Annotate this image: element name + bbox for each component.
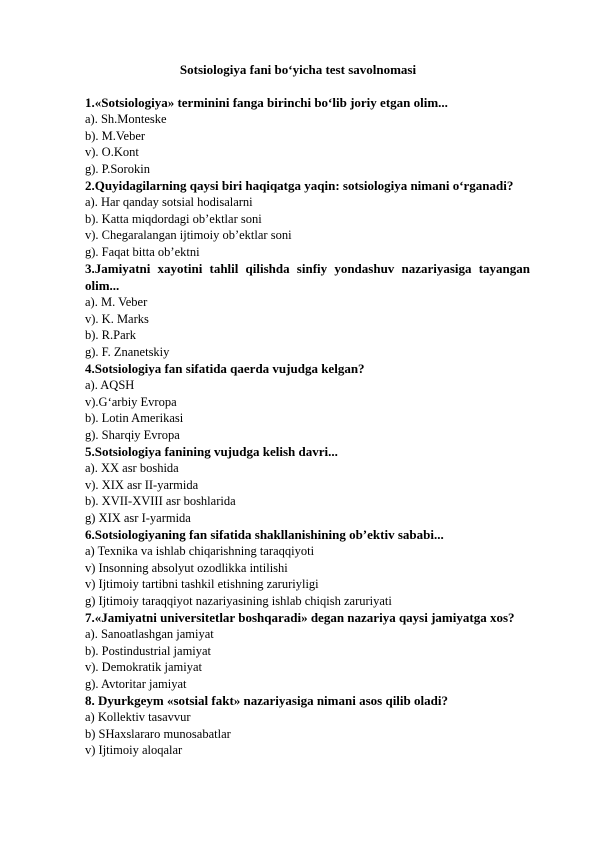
question-3 bbox=[85, 260, 530, 360]
question-1 bbox=[85, 94, 530, 177]
question-text: 7.«Jamiyatni universitetlar boshqaradi» degan nazariya qaysi jamiyatga xos? bbox=[85, 610, 515, 625]
answer-option: a). Sh.Monteske bbox=[85, 112, 167, 126]
answer-option: g). Sharqiy Evropa bbox=[85, 427, 180, 442]
answer-option: g) XIX asr I-yarmida bbox=[85, 510, 191, 525]
answer-option: a). Har qanday sotsial hodisalarni bbox=[85, 195, 253, 209]
answer-option: b). R.Park bbox=[85, 328, 137, 342]
question-text: 1.«Sotsiologiya» terminini fanga birinchi bo‘lib joriy etgan olim... bbox=[85, 95, 448, 110]
document-title: Sotsiologiya fani bo‘yicha test savolnomasi bbox=[179, 62, 417, 77]
answer-option: g). Faqat bitta ob’ektni bbox=[85, 244, 200, 259]
answer-option: v). Demokratik jamiyat bbox=[85, 660, 202, 674]
answer-option: g). P.Sorokin bbox=[85, 161, 150, 176]
question-8 bbox=[85, 692, 530, 759]
question-text: 2.Quyidagilarning qaysi biri haqiqatga yaqin: sotsiologiya nimani o‘rganadi? bbox=[85, 178, 514, 193]
answer-option: b). XVII-XVIII asr boshlarida bbox=[85, 494, 236, 508]
answer-option: v) Ijtimoiy aloqalar bbox=[85, 743, 183, 757]
answer-option: a). Sanoatlashgan jamiyat bbox=[85, 627, 214, 641]
answer-option: g). Avtoritar jamiyat bbox=[85, 676, 187, 691]
question-6 bbox=[85, 526, 530, 609]
answer-option: v).G‘arbiy Evropa bbox=[85, 394, 177, 409]
answer-option: v). O.Kont bbox=[85, 145, 139, 159]
answer-option: b). M.Veber bbox=[85, 128, 146, 143]
answer-option: b). Katta miqdordagi ob’ektlar soni bbox=[85, 211, 262, 226]
answer-option: a). XX asr boshida bbox=[85, 461, 179, 475]
answer-option: a) Texnika va ishlab chiqarishning taraqqiyoti bbox=[85, 544, 315, 558]
answer-option: b). Postindustrial jamiyat bbox=[85, 643, 212, 658]
answer-option: a). M. Veber bbox=[85, 295, 148, 309]
answer-option: a). AQSH bbox=[85, 378, 135, 392]
answer-option: g). F. Znanetskiy bbox=[85, 344, 170, 359]
question-4 bbox=[85, 360, 530, 443]
question-2 bbox=[85, 177, 530, 260]
question-text: 6.Sotsiologiyaning fan sifatida shakllanishining ob’ektiv sababi... bbox=[85, 527, 444, 542]
question-5 bbox=[85, 443, 530, 526]
answer-option: v). XIX asr II-yarmida bbox=[85, 477, 199, 492]
answer-option: a) Kollektiv tasavvur bbox=[85, 710, 191, 724]
question-text: 5.Sotsiologiya fanining vujudga kelish davri... bbox=[85, 444, 338, 459]
answer-option: b). Lotin Amerikasi bbox=[85, 411, 184, 425]
answer-option: v) Ijtimoiy tartibni tashkil etishning zaruriyligi bbox=[85, 577, 319, 591]
answer-option: b) SHaxslararo munosabatlar bbox=[85, 726, 231, 741]
question-text: 8. Dyurkgeym «sotsial fakt» nazariyasiga nimani asos qilib oladi? bbox=[85, 693, 448, 708]
question-list bbox=[85, 94, 530, 759]
question-text: 3.Jamiyatni xayotini tahlil qilishda sinfiy yondashuv nazariyasiga tayangan olim... bbox=[85, 261, 530, 293]
answer-option: v). Chegaralangan ijtimoiy ob’ektlar soni bbox=[85, 228, 292, 242]
answer-option: v). K. Marks bbox=[85, 311, 149, 326]
question-text: 4.Sotsiologiya fan sifatida qaerda vujudga kelgan? bbox=[85, 361, 365, 376]
question-7 bbox=[85, 609, 530, 692]
answer-option: v) Insonning absolyut ozodlikka intilishi bbox=[85, 560, 288, 575]
answer-option: g) Ijtimoiy taraqqiyot nazariyasining ishlab chiqish zaruriyati bbox=[85, 593, 392, 608]
